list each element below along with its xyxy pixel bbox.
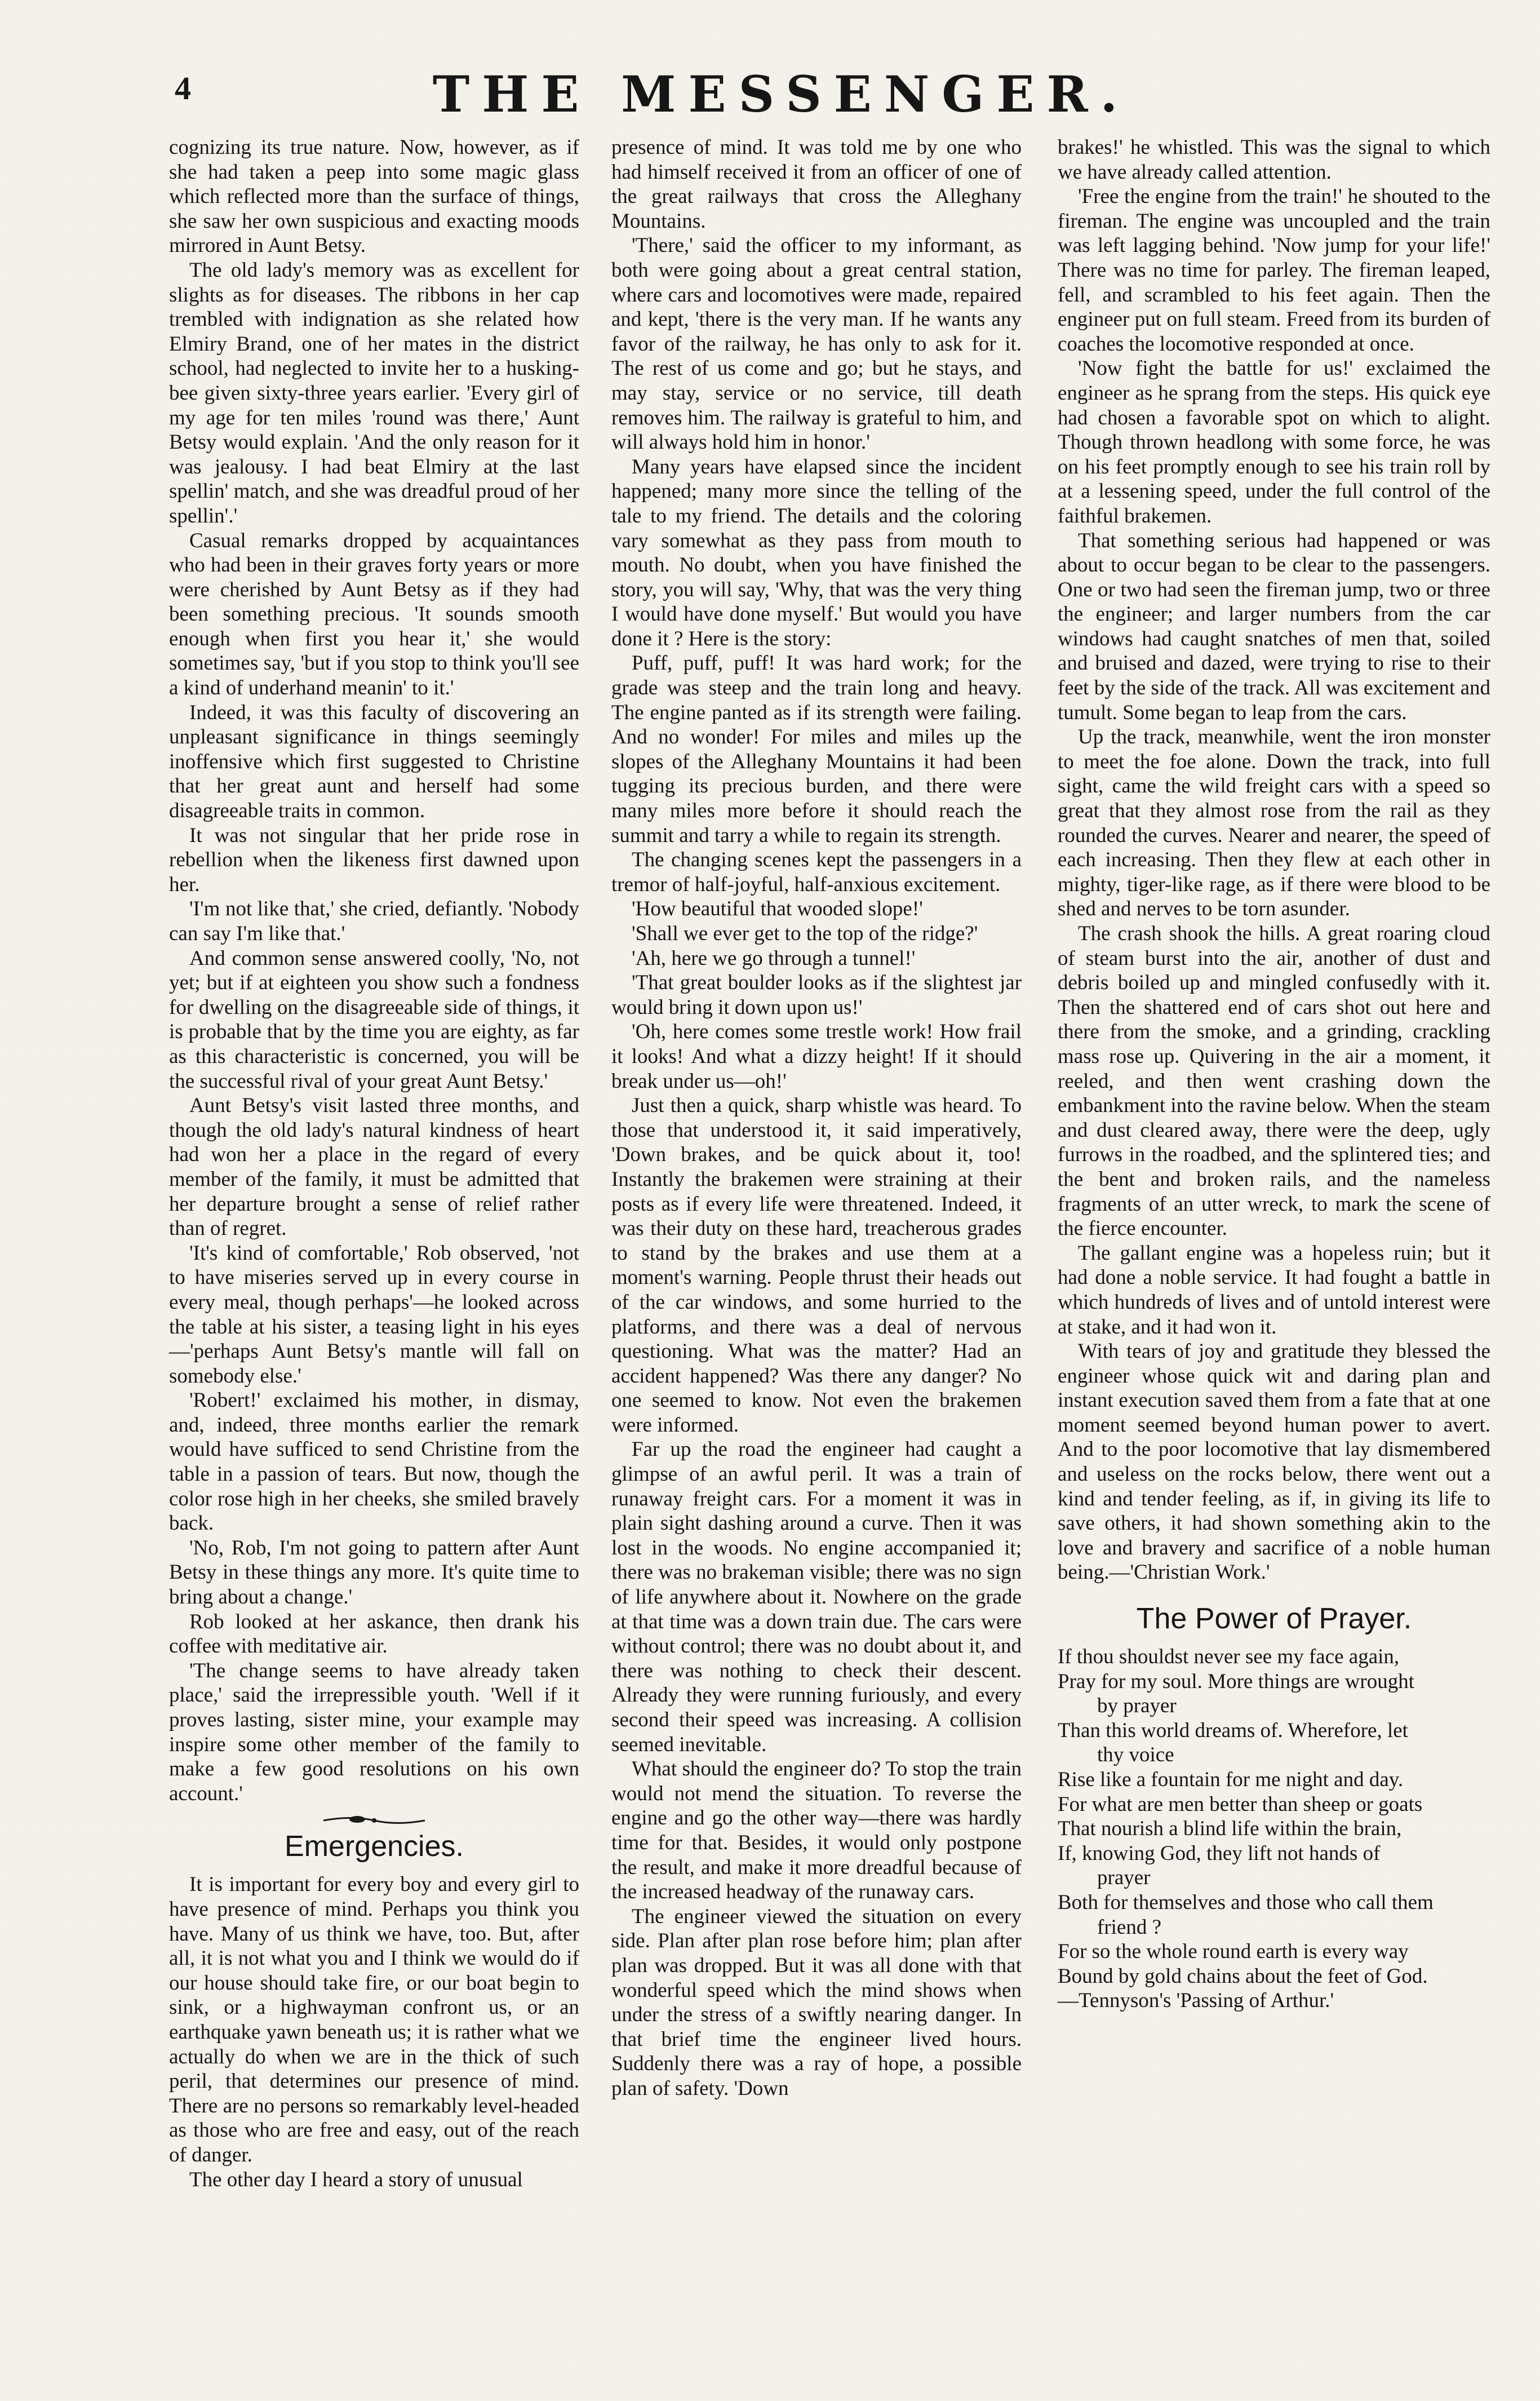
paragraph: Casual remarks dropped by acquaintances who had been in their graves forty years or more were cherished by Aunt Betsy as if they had been something precious. 'It sounds smooth enough when first you hear it,' she would sometimes say, 'but if you stop to think you'll see a kind of underhand meanin' to it.': [169, 529, 579, 700]
paragraph: 'There,' said the officer to my informant, as both were going about a great central station, where cars and locomotives were made, repaired and kept, 'there is the very man. If he wants any favor of the railway, he has only to ask for it. The rest of us come and go; but he stays, and may stay, service or no service, till death removes him. The railway is grateful to him, and will always hold him in honor.': [611, 234, 1022, 454]
masthead: [169, 65, 1393, 132]
paragraph: Puff, puff, puff! It was hard work; for the grade was steep and the train long and heavy. The engine panted as if its strength were failing. And no wonder! For miles and miles up the slopes of the Alleghany Mountains it had been tugging its precious burden, and there were many miles more before it should reach the summit and tarry a while to regain its strength.: [611, 652, 1022, 847]
paragraph: 'Ah, here we go through a tunnel!': [632, 946, 916, 970]
paragraph: 'How beautiful that wooded slope!': [632, 897, 923, 921]
paragraph: That something serious had happened or was about to occur began to be clear to the passengers. One or two had seen the fireman jump, two or three the engineer; and larger numbers from the car windows had caught snatches of men that, soiled and bruised and dazed, were trying to rise to their feet by the side of the track. All was excitement and tumult. Some began to leap from the cars.: [1058, 529, 1490, 724]
paragraph: Aunt Betsy's visit lasted three months, and though the old lady's natural kindness of heart had won her a place in the regard of every member of the family, it must be admitted that her departure brought a sense of relief rather than of regret.: [169, 1094, 579, 1241]
column-1: [169, 135, 579, 2192]
paragraph: And common sense answered coolly, 'No, not yet; but if at eighteen you show such a fondness for dwelling on the disagreeable side of things, it is probable that by the time you are eighty, as far as this characteristic is concerned, you will be the successful rival of your great Aunt Betsy.': [169, 946, 579, 1093]
paragraph: 'Free the engine from the train!' he shouted to the fireman. The engine was uncoupled and the train was left lagging behind. 'Now jump for your life!' There was no time for parley. The fireman leaped, fell, and scrambled to his feet again. Then the engineer put on full steam. Freed from its burden of coaches the locomotive responded at once.: [1058, 185, 1490, 356]
poem-line: prayer: [1097, 1866, 1151, 1890]
poem-line: Pray for my soul. More things are wrought: [1058, 1669, 1415, 1693]
paragraph: 'Robert!' exclaimed his mother, in dismay, and, indeed, three months earlier the remark would have sufficed to send Christine from the table in a passion of tears. But now, though the color rose high in her cheeks, she smiled bravely back.: [169, 1389, 579, 1535]
paragraph: 'No, Rob, I'm not going to pattern after Aunt Betsy in these things any more. It's quite time to bring about a change.': [169, 1536, 579, 1609]
paragraph: 'Now fight the battle for us!' exclaimed the engineer as he sprang from the steps. His quick eye had chosen a favorable spot on which to alight. Though thrown headlong with some force, he was on his feet promptly enough to see his train roll by at a lessening speed, under the full control of the faithful brakemen.: [1058, 357, 1490, 528]
poem-line: Both for themselves and those who call them: [1058, 1890, 1434, 1914]
page-number: 4: [175, 70, 191, 107]
paragraph: 'Oh, here comes some trestle work! How frail it looks! And what a dizzy height! If it should break under us—oh!': [611, 1020, 1022, 1093]
paragraph: 'It's kind of comfortable,' Rob observed, 'not to have miseries served up in every course in every meal, though perhaps'—he looked across the table at his sister, a teasing light in his eyes—'perhaps Aunt Betsy's mantle will fall on somebody else.': [169, 1241, 579, 1388]
paragraph: 'Shall we ever get to the top of the ridge?': [632, 922, 978, 945]
poem-line: friend ?: [1097, 1915, 1162, 1939]
poem-line: Than this world dreams of. Wherefore, let: [1058, 1718, 1408, 1742]
paragraph: Many years have elapsed since the incident happened; many more since the telling of the tale to my friend. The details and the coloring vary somewhat as they pass from mouth to mouth. No doubt, when you have finished the story, you will say, 'Why, that was the very thing I would have done myself.' But would you have done it ? Here is the story:: [611, 455, 1022, 650]
section-heading-emergencies: Emergencies.: [285, 1830, 464, 1863]
poem-line: Rise like a fountain for me night and day.: [1058, 1768, 1404, 1791]
poem-line: If, knowing God, they lift not hands of: [1058, 1841, 1381, 1865]
paragraph: The crash shook the hills. A great roaring cloud of steam burst into the air, another of dust and debris boiled up and mingled confusedly with it. Then the shattered end of cars shot out here and there from the smoke, and a grinding, crackling mass rose up. Quivering in the air a moment, it reeled, and then went crashing down the embankment into the ravine below. When the steam and dust cleared away, there were the deep, ugly furrows in the roadbed, and the splintered ties; and the bent and broken rails, and the nameless fragments of an utter wreck, to mark the scene of the fierce encounter.: [1058, 922, 1490, 1241]
paragraph: Rob looked at her askance, then drank his coffee with meditative air.: [169, 1610, 579, 1658]
newspaper-title: THE MESSENGER.: [432, 65, 1130, 123]
poem-line: That nourish a blind life within the brain,: [1058, 1817, 1402, 1841]
paragraph: Far up the road the engineer had caught a glimpse of an awful peril. It was a train of runaway freight cars. For a moment it was in plain sight dashing around a curve. Then it was lost in the woods. No engine accompanied it; there was no brakeman visible; there was no sign of life anywhere about it. Nowhere on the grade at that time was a down train due. The cars were without control; there was no doubt about it, and there was nothing to check their descent. Already they were running furiously, and every second their speed was increasing. A collision seemed inevitable.: [611, 1438, 1022, 1756]
poem-attribution: —Tennyson's 'Passing of Arthur.': [1058, 1989, 1334, 2013]
paragraph: The gallant engine was a hopeless ruin; but it had done a noble service. It had fought a battle in which hundreds of lives and of untold interest were at stake, and it had won it.: [1058, 1241, 1490, 1339]
poem-line: thy voice: [1097, 1743, 1174, 1767]
poem-line: by prayer: [1097, 1694, 1177, 1718]
poem-line: Bound by gold chains about the feet of God.: [1058, 1964, 1428, 1988]
paragraph: 'The change seems to have already taken place,' said the irrepressible youth. 'Well if it proves lasting, sister mine, your example may inspire some other member of the family to make a few good resolutions on his own account.': [169, 1659, 579, 1805]
section-divider-ornament: [169, 1809, 579, 1826]
paragraph: With tears of joy and gratitude they blessed the engineer whose quick wit and daring plan and instant execution saved them from a fate that at one moment seemed beyond human power to avert. And to the poor locomotive that lay dismembered and useless on the rocks below, there went out a kind and tender feeling, as if, in giving its life to save others, it had shown something akin to the love and bravery and sacrifice of a noble human being.—'Christian Work.': [1058, 1340, 1490, 1584]
paragraph: 'That great boulder looks as if the slightest jar would bring it down upon us!': [611, 971, 1022, 1019]
poem-line: If thou shouldst never see my face again,: [1058, 1645, 1400, 1669]
paragraph: brakes!' he whistled. This was the signal to which we have already called attention.: [1058, 136, 1490, 184]
paragraph: The engineer viewed the situation on every side. Plan after plan rose before him; plan after plan was dropped. But it was all done with that wonderful speed which the mind shows when under the stress of a swiftly nearing danger. In that brief time the engineer lived hours. Suddenly there was a ray of hope, a possible plan of safety. 'Down: [611, 1904, 1022, 2100]
poem-line: For so the whole round earth is every way: [1058, 1940, 1409, 1964]
paragraph: The old lady's memory was as excellent for slights as for diseases. The ribbons in her cap trembled with indignation as she related how Elmiry Brand, one of her mates in the district school, had neglected to invite her to a husking-bee given sixty-three years earlier. 'Every girl of my age for ten miles 'round was there,' Aunt Betsy would explain. 'And the only reason for it was jealousy. I had beat Elmiry at the last spellin' match, and she was dreadful proud of her spellin'.': [169, 258, 579, 528]
poem-line: For what are men better than sheep or goats: [1058, 1792, 1423, 1816]
paragraph: The changing scenes kept the passengers in a tremor of half-joyful, half-anxious excitement.: [611, 848, 1022, 896]
paragraph: presence of mind. It was told me by one who had himself received it from an officer of one of the great railways that cross the Alleghany Mountains.: [611, 136, 1022, 233]
paragraph: 'I'm not like that,' she cried, defiantly. 'Nobody can say I'm like that.': [169, 897, 579, 945]
paragraph: It is important for every boy and every girl to have presence of mind. Perhaps you think you have. Many of us think we have, too. But, after all, it is not what you and I think we would do if our house should take fire, or our boat begin to sink, or a highwayman confront us, or an earthquake yawn beneath us; it is rather what we actually do when we are in the thick of such peril, that determines our presence of mind. There are no persons so remarkably level-headed as those who are free and easy, out of the reach of danger.: [169, 1873, 579, 2167]
paragraph: What should the engineer do? To stop the train would not mend the situation. To reverse the engine and go the other way—there was hardly time for that. Besides, it would only postpone the result, and make it more dreadful because of the increased headway of the runaway cars.: [611, 1757, 1022, 1904]
section-heading-power-of-prayer: The Power of Prayer.: [1136, 1602, 1412, 1636]
paragraph: It was not singular that her pride rose in rebellion when the likeness first dawned upon her.: [169, 823, 579, 896]
paragraph: Indeed, it was this faculty of discovering an unpleasant significance in things seemingly inoffensive which first suggested to Christine that her great aunt and herself had some disagreeable traits in common.: [169, 701, 579, 823]
paragraph: Up the track, meanwhile, went the iron monster to meet the foe alone. Down the track, into full sight, came the wild freight cars with a speed so great that they almost rose from the rail as they rounded the curves. Nearer and nearer, the speed of each increasing. Then they flew at each other in mighty, tiger-like rage, as if there were blood to be shed and nerves to be torn asunder.: [1058, 725, 1490, 921]
poem: [1058, 1645, 1490, 2013]
column-2: [611, 135, 1022, 2101]
paragraph: The other day I heard a story of unusual: [189, 2168, 523, 2191]
paragraph: Just then a quick, sharp whistle was heard. To those that understood it, it said imperatively, 'Down brakes, and be quick about it, too! Instantly the brakemen were straining at their posts as if every life were threatened. Indeed, it was their duty on these hard, treacherous grades to stand by the brakes and use them at a moment's warning. People thrust their heads out of the car windows, and some hurried to the platforms, and there was a deal of nervous questioning. What was the matter? Had an accident happened? Was there any danger? No one seemed to know. Not even the brakemen were informed.: [611, 1094, 1022, 1437]
column-3: [1058, 135, 1490, 2013]
paragraph: cognizing its true nature. Now, however, as if she had taken a peep into some magic glass which reflected more than the surface of things, she saw her own suspicious and exacting moods mirrored in Aunt Betsy.: [169, 136, 579, 258]
